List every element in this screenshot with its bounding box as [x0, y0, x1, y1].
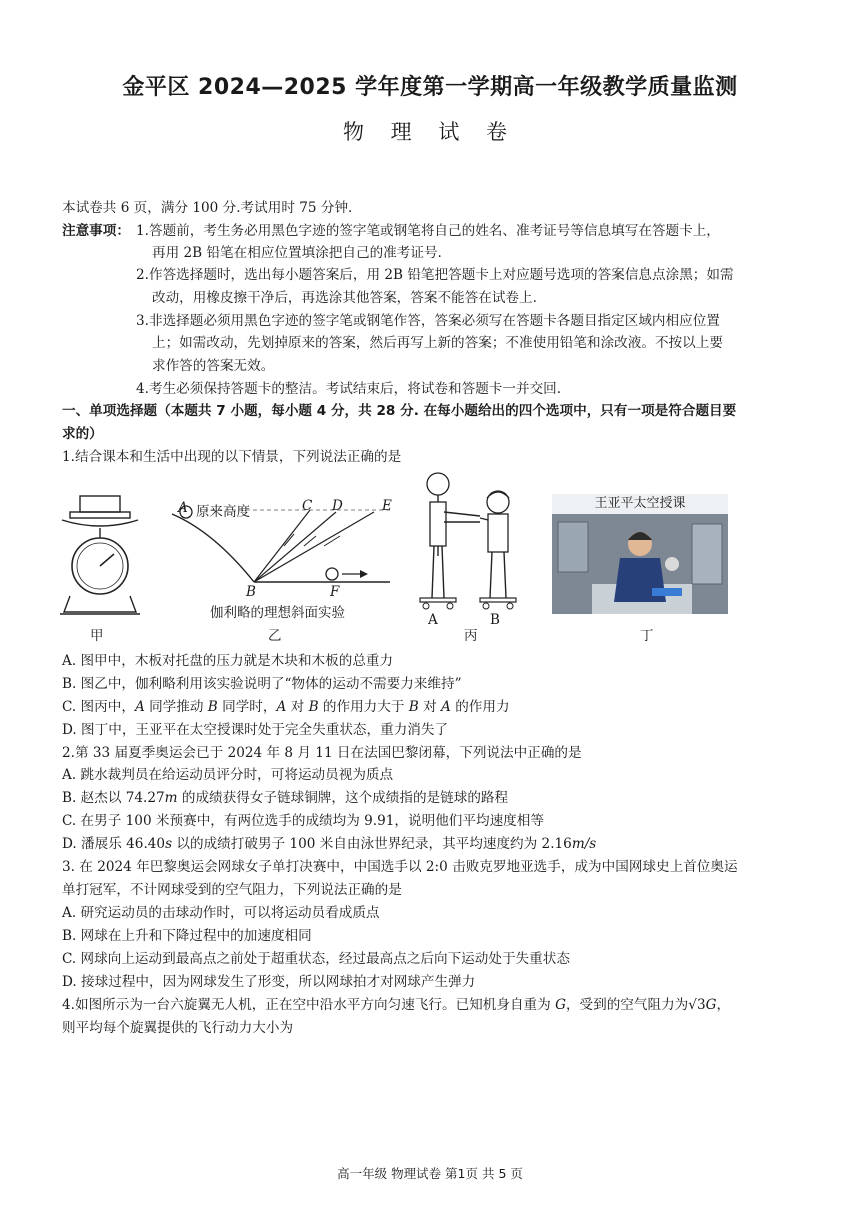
caption-yi: 乙: [268, 628, 282, 644]
point-e-label: E: [382, 498, 392, 514]
note-4: 4.考生必须保持答题卡的整洁。考试结束后，将试卷和答题卡一并交回.: [136, 381, 562, 397]
note-3-line-3: 求作答的答案无效。: [152, 358, 275, 374]
note-1-line-2: 再用 2B 铅笔在相应位置填涂把自己的准考证号.: [152, 245, 442, 261]
q2-option-c: C. 在男子 100 米预赛中，有两位选手的成绩均为 9.91，说明他们平均速度相等: [62, 813, 544, 829]
point-d-label: D: [332, 498, 343, 514]
q3-stem-line-1: 3. 在 2024 年巴黎奥运会网球女子单打决赛中，中国选手以 2:0 击败克罗地亚选手，成为中国网球史上首位奥运: [62, 859, 738, 875]
note-2-line-2: 改动，用橡皮擦干净后，再选涂其他答案，答案不能答在试卷上.: [152, 290, 537, 306]
exam-subtitle: 物 理 试 卷: [342, 120, 518, 144]
q4-stem-line-2: 则平均每个旋翼提供的飞行动力大小为: [62, 1020, 294, 1036]
skater-b-label: B: [490, 612, 500, 628]
point-c-label: C: [302, 498, 313, 514]
q1-option-a: A. 图甲中，木板对托盘的压力就是木块和木板的总重力: [62, 653, 394, 669]
caption-jia: 甲: [90, 628, 104, 644]
caption-bing: 丙: [464, 628, 478, 644]
q3-stem-line-2: 单打冠军，不计网球受到的空气阻力，下列说法正确的是: [62, 882, 402, 898]
q2-option-a: A. 跳水裁判员在给运动员评分时，可将运动员视为质点: [62, 767, 394, 783]
point-f-label: F: [330, 584, 340, 600]
q3-option-a: A. 研究运动员的击球动作时，可以将运动员看成质点: [62, 905, 380, 921]
note-1-line-1: 1.答题前，考生务必用黑色字迹的签字笔或钢笔将自己的姓名、准考证号等信息填写在答题卡上，: [136, 223, 720, 239]
note-3-line-1: 3.非选择题必须用黑色字迹的签字笔或钢笔作答，答案必须写在答题卡各题目指定区域内相应位置: [136, 313, 720, 329]
q1-option-b: B. 图乙中，伽利略利用该实验说明了“物体的运动不需要力来维持”: [62, 676, 462, 692]
original-height-label: 原来高度: [196, 504, 250, 520]
skater-a-label: A: [428, 612, 438, 628]
page-footer: 高一年级 物理试卷 第1页 共 5 页: [337, 1166, 523, 1181]
q4-stem-line-1: 4.如图所示为一台六旋翼无人机，正在空中沿水平方向匀速飞行。已知机身自重为 G，受到的空气阻力为√3G，: [62, 997, 731, 1013]
astronaut-illustration: [552, 514, 728, 614]
q3-option-b: B. 网球在上升和下降过程中的加速度相同: [62, 928, 312, 944]
q1-option-d: D. 图丁中，王亚平在太空授课时处于完全失重状态，重力消失了: [62, 722, 449, 738]
q2-option-d: D. 潘展乐 46.40s 以的成绩打破男子 100 米自由泳世界纪录，其平均速度约为 2.16m/s: [62, 836, 597, 852]
scale-figure: [58, 492, 142, 620]
photo-banner: 王亚平太空授课: [552, 494, 728, 514]
notes-label: 注意事项：: [62, 223, 130, 239]
skaters-figure: [408, 470, 532, 612]
section-1-heading-line-1: 一、单项选择题（本题共 7 小题，每小题 4 分，共 28 分. 在每小题给出的四个选项中，只有一项是符合题目要: [62, 403, 737, 419]
q3-option-c: C. 网球向上运动到最高点之前处于超重状态，经过最高点之后向下运动处于失重状态: [62, 951, 570, 967]
note-2-line-1: 2.作答选择题时，选出每小题答案后，用 2B 铅笔把答题卡上对应题号选项的答案信息点涂黑；如需: [136, 267, 734, 283]
point-a-label: A: [178, 500, 188, 516]
section-1-heading-line-2: 求的）: [62, 426, 103, 442]
caption-ding: 丁: [640, 628, 654, 644]
note-3-line-2: 上；如需改动，先划掉原来的答案，然后再写上新的答案；不准使用铅笔和涂改液。不按以上要: [152, 335, 723, 351]
exam-title: 金平区 2024—2025 学年度第一学期高一年级教学质量监测: [122, 75, 738, 100]
q1-stem: 1.结合课本和生活中出现的以下情景，下列说法正确的是: [62, 449, 402, 465]
intro-text: 本试卷共 6 页，满分 100 分.考试用时 75 分钟.: [62, 200, 353, 216]
incline-caption: 伽利略的理想斜面实验: [210, 605, 345, 621]
point-b-label: B: [246, 584, 256, 600]
q2-stem: 2.第 33 届夏季奥运会已于 2024 年 8 月 11 日在法国巴黎闭幕，下列说法中正确的是: [62, 745, 582, 761]
q2-option-b: B. 赵杰以 74.27m 的成绩获得女子链球铜牌，这个成绩指的是链球的路程: [62, 790, 509, 806]
q1-option-c: C. 图丙中，A 同学推动 B 同学时，A 对 B 的作用力大于 B 对 A 的作用力: [62, 699, 510, 715]
q3-option-d: D. 接球过程中，因为网球发生了形变，所以网球拍才对网球产生弹力: [62, 974, 476, 990]
